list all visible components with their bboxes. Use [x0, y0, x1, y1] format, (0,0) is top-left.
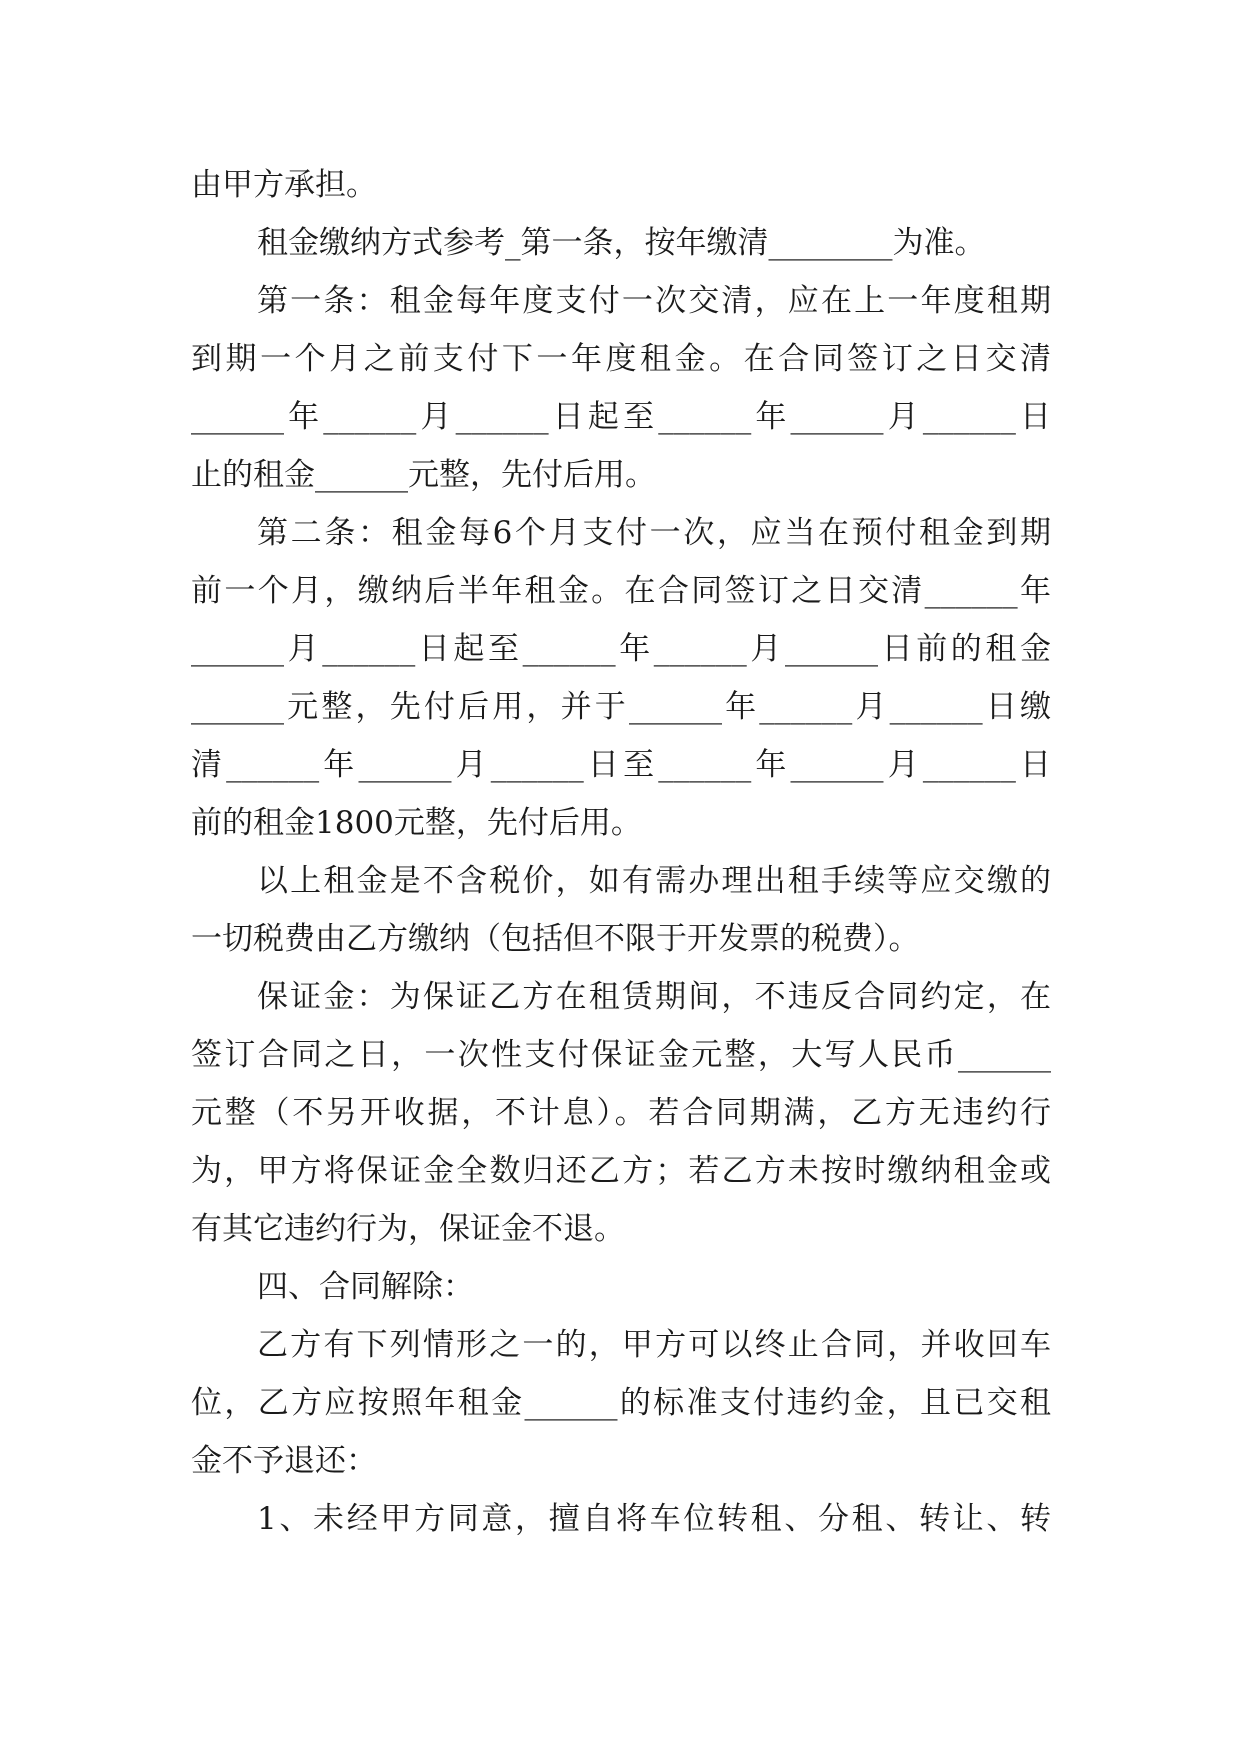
text-line: 到期一个月之前支付下一年度租金。在合同签订之日交清: [191, 341, 1051, 377]
text-line: 以上租金是不含税价，如有需办理出租手续等应交缴的: [257, 863, 1051, 899]
text-line: ______月______日起至______年______月______日前的租金: [191, 631, 1051, 667]
text-line: 第一条：租金每年度支付一次交清，应在上一年度租期: [257, 283, 1051, 319]
text-line: 第二条：租金每6个月支付一次，应当在预付租金到期: [257, 515, 1051, 551]
text-line: 租金缴纳方式参考_第一条，按年缴清________为准。: [257, 225, 986, 261]
text-line: 位，乙方应按照年租金______的标准支付违约金，且已交租: [191, 1385, 1051, 1421]
text-line: 前一个月，缴纳后半年租金。在合同签订之日交清______年: [191, 573, 1051, 609]
text-line: 元整（不另开收据，不计息）。若合同期满，乙方无违约行: [191, 1095, 1051, 1131]
section-heading: 四、合同解除：: [257, 1269, 474, 1305]
text-line: ______年______月______日起至______年______月______日: [191, 399, 1051, 435]
text-line: 为，甲方将保证金全数归还乙方；若乙方未按时缴纳租金或: [191, 1153, 1051, 1189]
text-line: 一切税费由乙方缴纳（包括但不限于开发票的税费）。: [191, 921, 920, 957]
text-line: 乙方有下列情形之一的，甲方可以终止合同，并收回车: [257, 1327, 1051, 1363]
text-line: 保证金：为保证乙方在租赁期间，不违反合同约定，在: [257, 979, 1051, 1015]
text-line: ______元整，先付后用，并于______年______月______日缴: [191, 689, 1051, 725]
text-line: 止的租金______元整，先付后用。: [191, 457, 656, 493]
text-line: 有其它违约行为，保证金不退。: [191, 1211, 625, 1247]
text-line: 前的租金1800元整，先付后用。: [191, 805, 642, 841]
text-line: 签订合同之日，一次性支付保证金元整，大写人民币______: [191, 1037, 1051, 1073]
text-line: 由甲方承担。: [191, 167, 377, 203]
text-line: 清______年______月______日至______年______月______日: [191, 747, 1051, 783]
text-line: 1、未经甲方同意，擅自将车位转租、分租、转让、转: [257, 1501, 1051, 1537]
text-line: 金不予退还：: [191, 1443, 377, 1479]
